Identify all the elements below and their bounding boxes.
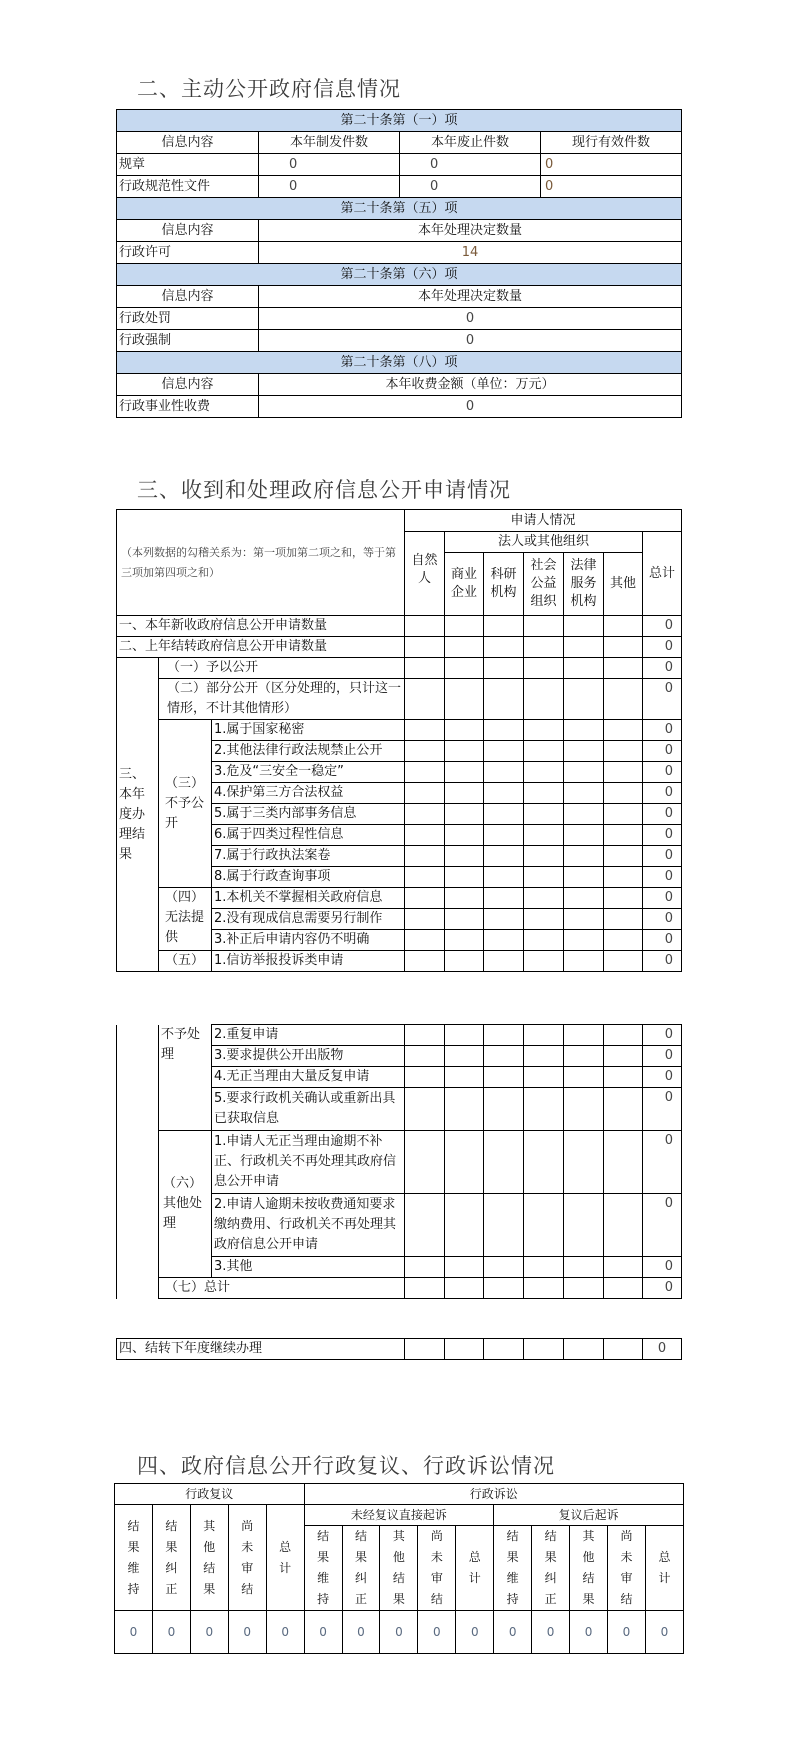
row-label: 2.其他法律行政法规禁止公开 (212, 741, 405, 762)
row-label: 3.补正后申请内容仍不明确 (212, 930, 405, 951)
total-value: 0 (643, 616, 682, 637)
active-disclosure-table (116, 109, 682, 418)
col-header: 结 果 维 持 (115, 1505, 153, 1611)
col-header: 现行有效件数 (541, 132, 682, 154)
col-header: 其 他 结 果 (190, 1505, 228, 1611)
col-header: 信息内容 (117, 220, 259, 242)
review-litigation-table (114, 1483, 684, 1654)
row-label: （七）总计 (159, 1278, 405, 1299)
cell-value: 0 (259, 330, 682, 352)
table-row (117, 396, 682, 418)
col-header: 结 果 纠 正 (532, 1526, 570, 1611)
cell-value: 0 (418, 1611, 456, 1654)
cell-value: 0 (228, 1611, 266, 1654)
applicant-header: 申请人情况 (405, 510, 682, 532)
row-label: 3.其他 (212, 1257, 405, 1278)
total-value: 0 (643, 679, 682, 720)
total-value: 0 (643, 867, 682, 888)
total-value: 0 (643, 951, 682, 972)
row-label: 5.属于三类内部事务信息 (212, 804, 405, 825)
article-band: 第二十条第（六）项 (117, 264, 682, 286)
table-row (117, 1131, 682, 1194)
total-value: 0 (643, 1339, 682, 1360)
checksum-note: （本列数据的勾稽关系为：第一项加第二项之和，等于第三项加第四项之和） (117, 510, 405, 616)
cell-value: 14 (259, 242, 682, 264)
total-value: 0 (643, 909, 682, 930)
row-label: 1.申请人无正当理由逾期不补正、行政机关不再处理其政府信息公开申请 (212, 1131, 405, 1194)
col-header: 其 他 结 果 (570, 1526, 608, 1611)
cell-value: 0 (456, 1611, 494, 1654)
cell-value: 0 (259, 396, 682, 418)
subgroup-label: （五） (159, 951, 212, 972)
table-row (117, 154, 682, 176)
cell-value: 0 (259, 176, 400, 198)
application-table-carryover (116, 1338, 682, 1360)
article-band: 第二十条第（一）项 (117, 110, 682, 132)
table-row (117, 330, 682, 352)
sub-header: 法律服务机构 (564, 553, 604, 616)
after-review-header: 复议后起诉 (494, 1505, 684, 1526)
total-value: 0 (643, 1257, 682, 1278)
table-row (117, 176, 682, 198)
cell-value: 0 (532, 1611, 570, 1654)
section4-title: 四、政府信息公开行政复议、行政诉讼情况 (137, 1454, 555, 1478)
row-label: 3.危及“三安全一稳定” (212, 762, 405, 783)
col-header: 结 果 纠 正 (152, 1505, 190, 1611)
col-header: 本年制发件数 (259, 132, 400, 154)
row-label: 4.无正当理由大量反复申请 (212, 1067, 405, 1088)
cell-value: 0 (400, 176, 541, 198)
col-header: 总 计 (456, 1526, 494, 1611)
col-header: 信息内容 (117, 374, 259, 396)
total-header: 总计 (643, 532, 682, 616)
total-value: 0 (643, 1278, 682, 1299)
total-value: 0 (643, 637, 682, 658)
row-label: 规章 (117, 154, 259, 176)
sub-header: 其他 (604, 553, 643, 616)
table-row (117, 679, 682, 720)
cell-value: 0 (152, 1611, 190, 1654)
table-row (117, 616, 682, 637)
subgroup-label: 不予处理 (159, 1025, 212, 1131)
row-label: （二）部分公开（区分处理的，只计这一情形，不计其他情形） (159, 679, 405, 720)
row-label: 二、上年结转政府信息公开申请数量 (117, 637, 405, 658)
cell-value: 0 (115, 1611, 153, 1654)
cell-value: 0 (380, 1611, 418, 1654)
total-value: 0 (643, 762, 682, 783)
section2-title: 二、主动公开政府信息情况 (137, 77, 401, 101)
total-value: 0 (643, 658, 682, 679)
total-value: 0 (643, 804, 682, 825)
total-value: 0 (643, 888, 682, 909)
col-header: 本年收费金额（单位：万元） (259, 374, 682, 396)
cell-value: 0 (259, 308, 682, 330)
col-header: 尚 未 审 结 (228, 1505, 266, 1611)
col-header: 本年处理决定数量 (259, 286, 682, 308)
row-label: 6.属于四类过程性信息 (212, 825, 405, 846)
article-band: 第二十条第（五）项 (117, 198, 682, 220)
legal-entity-header: 法人或其他组织 (445, 532, 643, 553)
row-label: 7.属于行政执法案卷 (212, 846, 405, 867)
row-label: 1.本机关不掌握相关政府信息 (212, 888, 405, 909)
row-label: 8.属于行政查询事项 (212, 867, 405, 888)
cell-value: 0 (259, 154, 400, 176)
cell-value: 0 (190, 1611, 228, 1654)
row-label: 一、本年新收政府信息公开申请数量 (117, 616, 405, 637)
group-label: 三、本年度办理结果 (117, 658, 159, 972)
application-table-part1 (116, 509, 682, 972)
table-row (117, 720, 682, 741)
total-value: 0 (643, 1025, 682, 1046)
cell-value: 0 (342, 1611, 380, 1654)
total-value: 0 (643, 1131, 682, 1194)
sub-header: 社会公益组织 (524, 553, 564, 616)
section3-title: 三、收到和处理政府信息公开申请情况 (137, 478, 511, 502)
col-header: 结 果 维 持 (304, 1526, 342, 1611)
cell-value: 0 (645, 1611, 683, 1654)
col-header: 信息内容 (117, 132, 259, 154)
row-label: 4.保护第三方合法权益 (212, 783, 405, 804)
row-label: 3.要求提供公开出版物 (212, 1046, 405, 1067)
cell-value: 0 (304, 1611, 342, 1654)
col-header: 尚 未 审 结 (607, 1526, 645, 1611)
col-header: 本年处理决定数量 (259, 220, 682, 242)
sub-header: 科研机构 (484, 553, 524, 616)
row-label: 2.没有现成信息需要另行制作 (212, 909, 405, 930)
row-label: 行政规范性文件 (117, 176, 259, 198)
table-row (117, 308, 682, 330)
row-label: 行政许可 (117, 242, 259, 264)
cell-value: 0 (400, 154, 541, 176)
row-label: 四、结转下年度继续办理 (117, 1339, 405, 1360)
table-row (117, 242, 682, 264)
row-label: 行政事业性收费 (117, 396, 259, 418)
review-header: 行政复议 (115, 1484, 305, 1505)
row-label: 行政处罚 (117, 308, 259, 330)
cell-value: 0 (541, 154, 682, 176)
col-header: 结 果 纠 正 (342, 1526, 380, 1611)
table-row (117, 658, 682, 679)
cell-value: 0 (607, 1611, 645, 1654)
row-label: 行政强制 (117, 330, 259, 352)
natural-person-header: 自然人 (405, 532, 445, 616)
article-band: 第二十条第（八）项 (117, 352, 682, 374)
total-value: 0 (643, 930, 682, 951)
total-value: 0 (643, 1088, 682, 1131)
col-header: 尚 未 审 结 (418, 1526, 456, 1611)
total-value: 0 (643, 1194, 682, 1257)
subgroup-label: （六）其他处理 (159, 1131, 212, 1278)
direct-suit-header: 未经复议直接起诉 (304, 1505, 494, 1526)
total-value: 0 (643, 846, 682, 867)
table-row (115, 1611, 684, 1654)
total-value: 0 (643, 783, 682, 804)
cell-value: 0 (494, 1611, 532, 1654)
col-header: 信息内容 (117, 286, 259, 308)
table-row (117, 1339, 682, 1360)
row-label: 2.重复申请 (212, 1025, 405, 1046)
subgroup-label: （四）无法提供 (159, 888, 212, 951)
col-header: 本年废止件数 (400, 132, 541, 154)
litigation-header: 行政诉讼 (304, 1484, 683, 1505)
row-label: 5.要求行政机关确认或重新出具已获取信息 (212, 1088, 405, 1131)
cell-value: 0 (541, 176, 682, 198)
col-header: 其 他 结 果 (380, 1526, 418, 1611)
total-value: 0 (643, 720, 682, 741)
total-value: 0 (643, 825, 682, 846)
table-row (117, 1025, 682, 1046)
cell-value: 0 (570, 1611, 608, 1654)
table-row (117, 637, 682, 658)
table-row (117, 888, 682, 909)
col-header: 总 计 (645, 1526, 683, 1611)
row-label: 1.信访举报投诉类申请 (212, 951, 405, 972)
row-label: 2.申请人逾期未按收费通知要求缴纳费用、行政机关不再处理其政府信息公开申请 (212, 1194, 405, 1257)
col-header: 总 计 (266, 1505, 304, 1611)
cell-value: 0 (266, 1611, 304, 1654)
application-table-part2 (116, 1024, 682, 1299)
total-value: 0 (643, 1046, 682, 1067)
table-row (117, 951, 682, 972)
total-value: 0 (643, 1067, 682, 1088)
total-value: 0 (643, 741, 682, 762)
col-header: 结 果 维 持 (494, 1526, 532, 1611)
subgroup-label: （三）不予公开 (159, 720, 212, 888)
table-row (117, 1278, 682, 1299)
sub-header: 商业企业 (445, 553, 484, 616)
row-label: 1.属于国家秘密 (212, 720, 405, 741)
row-label: （一）予以公开 (159, 658, 405, 679)
